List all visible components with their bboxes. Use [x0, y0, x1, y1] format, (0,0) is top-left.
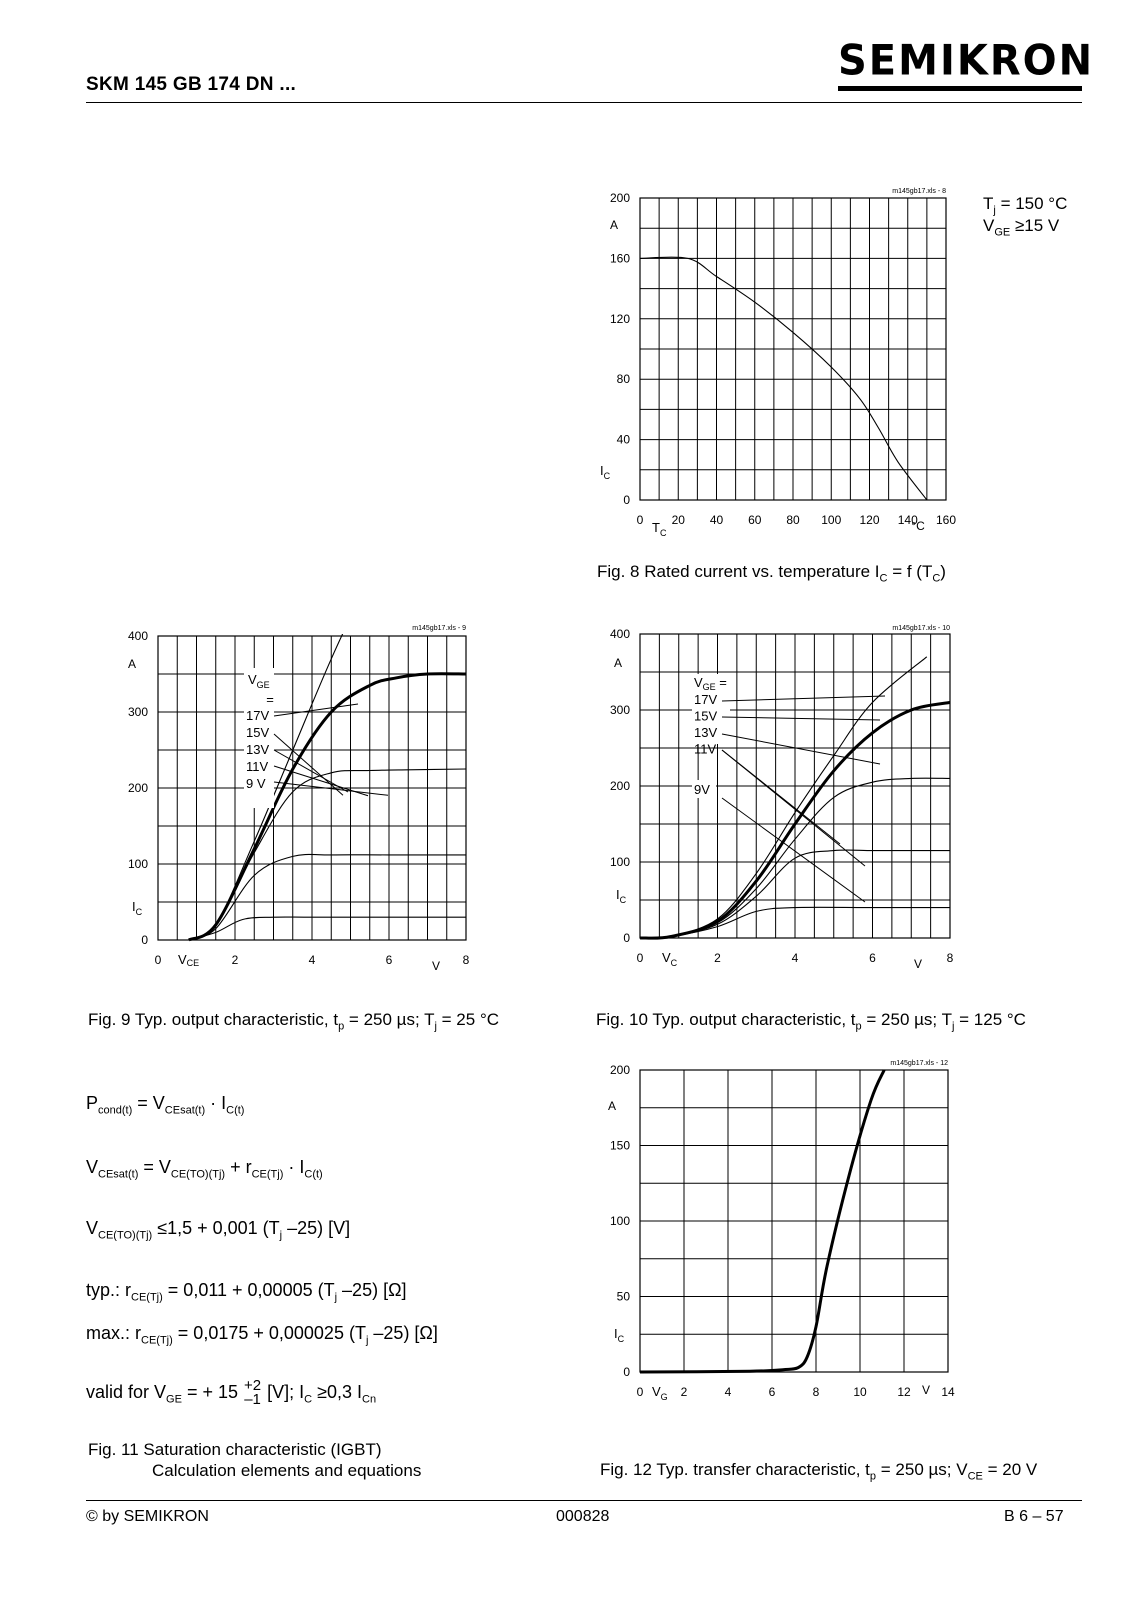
f3-a: V: [86, 1218, 99, 1238]
fig8-series-0: [640, 257, 927, 500]
fig10-chart: [600, 620, 1000, 1000]
fig9-ylabel-main: I: [132, 899, 136, 914]
fig10-caption: [596, 1010, 1026, 1032]
fig10-ytick-label: 200: [609, 779, 630, 793]
fig9-ytick-label: 400: [127, 629, 148, 643]
fig10-ytick-label: 100: [609, 855, 630, 869]
f5-b: = 0,0175 + 0,000025 (T: [172, 1323, 366, 1343]
f3-b-sub: j: [279, 1229, 283, 1242]
brand-underline: [838, 86, 1082, 91]
f4-a: typ.: r: [86, 1280, 132, 1300]
fig8-ytick-label: 0: [623, 493, 630, 507]
fig8-caption-sub: C: [879, 572, 888, 585]
f3-a-sub: CE(TO)(Tj): [98, 1229, 153, 1242]
fig8-xunit: °C: [911, 519, 925, 533]
fig9-file-label: m145gb17.xls - 9: [412, 625, 466, 632]
f1-b: = V: [132, 1093, 165, 1113]
fig10-yunit: A: [614, 656, 623, 670]
fig12-yunit: A: [608, 1099, 617, 1113]
fig9-legend-item: 9 V: [246, 776, 266, 791]
fig11-caption-line2: Calculation elements and equations: [152, 1461, 422, 1480]
footer-code: 000828: [556, 1508, 610, 1525]
f6-tolerance: [244, 1379, 261, 1407]
document-title: SKM 145 GB 174 DN ...: [86, 74, 297, 95]
fig12-xtick-label: 6: [768, 1385, 776, 1399]
fig10-grid: [640, 634, 950, 938]
f2-c-sub: CE(Tj): [251, 1168, 284, 1181]
fig9-legend: [244, 668, 274, 808]
f6-sup: +2: [244, 1377, 262, 1394]
f6-d: ≥0,3 I: [312, 1381, 362, 1402]
fig10-xtick-label: 0: [636, 951, 644, 965]
fig9-xlabel-main: V: [178, 952, 187, 967]
f3-b: ≤1,5 + 0,001 (T: [152, 1218, 280, 1238]
fig10-caption-sub: p: [855, 1020, 862, 1033]
fig9-xtick-label: 4: [308, 953, 316, 967]
fig10-ytick-label: 400: [609, 627, 630, 641]
fig12-chart: [600, 1060, 1000, 1430]
fig8-yunit: A: [610, 218, 619, 232]
fig8-xtick-label: 120: [859, 513, 880, 527]
fig8-cond1-sub: j: [993, 204, 996, 217]
fig8-caption-sub2: C: [932, 572, 941, 585]
fig8-xtick-label: 0: [636, 513, 644, 527]
fig12-xlabel-sub: G: [660, 1392, 668, 1402]
fig12-caption-pre: Fig. 12 Typ. transfer characteristic, t: [600, 1460, 870, 1479]
f6-b: = + 15: [181, 1381, 239, 1402]
fig9-caption: [88, 1010, 499, 1032]
fig8-ytick-label: 40: [616, 432, 630, 447]
fig9-ylabel: [132, 899, 143, 917]
f4-a-sub: CE(Tj): [131, 1291, 163, 1304]
fig8-xlabel-main: T: [652, 520, 660, 535]
header-rule: [86, 102, 1082, 103]
fig9-grid: [158, 636, 466, 940]
fig10-xtick-label: 4: [791, 951, 799, 965]
fig8-cond1-pre: T: [983, 194, 994, 213]
fig12-ytick-label: 150: [609, 1138, 630, 1153]
f6-a: valid for V: [86, 1381, 167, 1402]
f1-a-sub: cond(t): [98, 1104, 133, 1117]
fig9-ylabel-sub: C: [135, 907, 143, 917]
fig9-ytick-label: 0: [141, 933, 148, 947]
f2-a-sub: CEsat(t): [98, 1168, 139, 1181]
formula-vcesat: [86, 1157, 323, 1181]
fig10-xlabel: [662, 950, 678, 968]
fig9-xtick-label: 2: [231, 953, 239, 967]
fig10-ytick-label: 0: [623, 931, 630, 945]
f6-c: [V]; I: [267, 1381, 305, 1402]
fig9-caption-sub2: j: [434, 1020, 437, 1033]
fig10-xlabel-main: V: [662, 950, 671, 965]
fig10-caption-pre: Fig. 10 Typ. output characteristic, t: [596, 1010, 856, 1029]
fig9-caption-pre: Fig. 9 Typ. output characteristic, t: [88, 1010, 339, 1029]
fig9-xtick-label: 0: [154, 953, 162, 967]
fig8-caption-pre: Fig. 8 Rated current vs. temperature I: [597, 562, 880, 581]
fig9-xtick-label: 6: [385, 953, 393, 967]
fig8-condition-tj: [983, 194, 1067, 216]
f6-sub: –1: [244, 1391, 261, 1408]
fig8-ytick-label: 200: [609, 191, 630, 205]
fig12-xtick-label: 4: [724, 1385, 732, 1399]
fig9-legend-eq: =: [266, 692, 274, 707]
formula-valid: [86, 1379, 376, 1407]
fig8-xlabel: [652, 520, 667, 538]
fig12-ytick-label: 50: [616, 1289, 630, 1304]
fig10-caption-post: = 125 °C: [954, 1010, 1026, 1029]
fig10-xtick-label: 8: [946, 951, 954, 965]
fig10-legend-title-sub: GE: [702, 682, 716, 692]
fig8-xtick-label: 140: [897, 513, 918, 527]
fig8-condition-vge: [983, 216, 1059, 238]
fig12-xtick-label: 2: [680, 1385, 688, 1399]
f5-c: –25) [Ω]: [368, 1323, 438, 1343]
fig10-legend-title-eq: =: [715, 675, 727, 690]
fig8-ylabel-main: I: [600, 463, 604, 478]
fig10-legend-item: 11V: [694, 741, 717, 757]
fig12-xunit: V: [921, 1383, 931, 1397]
fig9-xtick-label: 8: [462, 953, 470, 967]
fig12-xtick-label: 14: [941, 1385, 955, 1399]
fig12-caption-sub: p: [869, 1470, 877, 1483]
f6-c-sub: C: [304, 1393, 313, 1406]
formula-max: [86, 1323, 438, 1347]
fig12-xlabel-main: V: [652, 1384, 661, 1399]
fig10-ylabel-sub: C: [619, 895, 627, 905]
fig12-file-label: m145gb17.xls - 12: [890, 1060, 948, 1067]
f1-c: · I: [205, 1093, 227, 1113]
formula-vceto: [86, 1218, 350, 1242]
fig8-caption-mid: = f (T: [887, 562, 933, 581]
fig8-xtick-label: 20: [671, 513, 685, 527]
fig8-grid: [640, 198, 946, 500]
fig10-ylabel: [616, 887, 627, 905]
fig9-series-9V: [189, 917, 466, 940]
fig8-ytick-label: 80: [616, 372, 630, 387]
fig10-file-label: m145gb17.xls - 10: [892, 625, 950, 632]
fig8-caption-post: ): [940, 562, 946, 581]
fig12-ytick-label: 200: [609, 1063, 630, 1077]
f4-b: = 0,011 + 0,00005 (T: [162, 1280, 335, 1300]
fig10-legend-item: 17V: [694, 692, 718, 707]
fig8-ytick-label: 120: [609, 311, 630, 326]
fig12-xlabel: [652, 1384, 668, 1402]
fig9-legend-title-main: V: [248, 672, 257, 687]
f4-b-sub: j: [334, 1291, 338, 1304]
footer-rule: [86, 1500, 1082, 1501]
f2-b-sub: CE(TO)(Tj): [170, 1168, 226, 1181]
f2-a: V: [86, 1157, 99, 1177]
fig10-legend-item: 13V: [694, 725, 718, 740]
fig9-yunit: A: [128, 657, 137, 671]
f2-c: + r: [225, 1157, 252, 1177]
f2-b: = V: [138, 1157, 171, 1177]
fig9-legend-title-sub: GE: [256, 680, 270, 690]
fig8-file-label: m145gb17.xls - 8: [892, 188, 946, 195]
f1-a: P: [86, 1093, 99, 1113]
fig10-leader: [722, 750, 840, 844]
f1-c-sub: C(t): [226, 1104, 245, 1117]
f5-b-sub: j: [365, 1334, 369, 1347]
fig9-ytick-label: 100: [127, 857, 148, 871]
fig10-legend-item: 9V: [694, 782, 710, 797]
fig12-ylabel-sub: C: [617, 1334, 625, 1344]
fig12-xtick-label: 0: [636, 1385, 644, 1399]
f3-c: –25) [V]: [282, 1218, 351, 1238]
fig10-ylabel-main: I: [616, 887, 620, 902]
fig10-caption-sub2: j: [951, 1020, 955, 1033]
fig10-caption-mid: = 250 µs; T: [861, 1010, 952, 1029]
f6-d-sub: Cn: [362, 1393, 377, 1406]
fig9-ytick-label: 200: [127, 781, 148, 795]
fig12-ytick-label: 100: [609, 1214, 630, 1228]
fig12-xtick-label: 8: [812, 1385, 820, 1399]
fig10-xlabel-sub: C: [670, 958, 678, 968]
fig8-xtick-label: 80: [786, 513, 800, 527]
formula-typ: [86, 1280, 407, 1304]
fig8-cond1-post: = 150 °C: [995, 194, 1068, 213]
fig8-xlabel-sub: C: [659, 528, 667, 538]
fig8-xtick-label: 100: [821, 513, 842, 527]
fig8-ytick-label: 160: [609, 251, 630, 266]
f1-b-sub: CEsat(t): [164, 1104, 206, 1117]
f5-a-sub: CE(Tj): [141, 1334, 173, 1347]
footer-page: B 6 – 57: [1004, 1508, 1064, 1525]
fig12-grid: [640, 1070, 948, 1372]
fig10-leader: [722, 696, 885, 701]
fig9-xlabel: [178, 952, 199, 968]
fig9-xunit: V: [431, 959, 441, 973]
fig10-leader: [722, 717, 880, 720]
fig9-chart: [110, 620, 510, 1000]
fig12-caption: [600, 1460, 1037, 1482]
fig9-legend-item: 17V: [246, 708, 270, 723]
fig9-legend-item: 13V: [246, 742, 270, 757]
fig12-xtick-label: 10: [853, 1385, 867, 1399]
fig12-caption-sub2: CE: [967, 1470, 983, 1483]
fig10-xtick-label: 2: [714, 951, 721, 965]
f6-a-sub: GE: [166, 1393, 182, 1406]
fig10-leader: [722, 734, 880, 764]
fig12-xtick-label: 12: [897, 1385, 911, 1399]
fig8-ylabel: [600, 463, 611, 481]
fig10-ytick-label: 300: [609, 703, 630, 717]
fig8-xtick-label: 40: [709, 513, 724, 527]
fig9-caption-sub: p: [338, 1020, 345, 1033]
f2-d-sub: C(t): [304, 1168, 323, 1181]
fig9-legend-item: 15V: [246, 725, 270, 740]
fig9-leader: [274, 704, 358, 716]
footer-copyright: © by SEMIKRON: [86, 1508, 209, 1525]
f4-c: –25) [Ω]: [337, 1280, 407, 1300]
fig9-legend-item: 11V: [246, 759, 269, 774]
fig8-ylabel-sub: C: [603, 471, 611, 481]
fig12-ylabel-main: I: [614, 1326, 618, 1341]
fig10-legend-title-main: V: [694, 675, 703, 690]
fig8-caption: [597, 562, 946, 584]
brand-logo: SEMIKRON: [838, 36, 1095, 86]
fig10-legend-item: 15V: [694, 708, 718, 724]
fig11-caption-line1: Fig. 11 Saturation characteristic (IGBT): [88, 1440, 382, 1459]
fig8-cond2-post: ≥15 V: [1010, 216, 1060, 235]
fig9-caption-mid: = 250 µs; T: [344, 1010, 435, 1029]
fig8-cond2-sub: GE: [994, 226, 1011, 239]
formula-pcond: [86, 1093, 244, 1117]
fig9-caption-post: = 25 °C: [436, 1010, 500, 1029]
fig8-xtick-label: 160: [935, 513, 957, 527]
fig10-xtick-label: 6: [869, 951, 876, 965]
fig12-ytick-label: 0: [623, 1365, 630, 1379]
fig12-caption-mid: = 250 µs; V: [876, 1460, 968, 1479]
fig8-xtick-label: 60: [748, 513, 762, 527]
fig9-xlabel-sub: CE: [186, 958, 200, 968]
fig12-caption-post: = 20 V: [982, 1460, 1038, 1479]
fig10-xunit: V: [913, 957, 923, 971]
fig9-ytick-label: 300: [127, 705, 148, 719]
f2-d: · I: [283, 1157, 305, 1177]
fig8-cond2-pre: V: [983, 216, 995, 235]
f5-a: max.: r: [86, 1323, 142, 1343]
fig12-ylabel: [614, 1326, 625, 1344]
